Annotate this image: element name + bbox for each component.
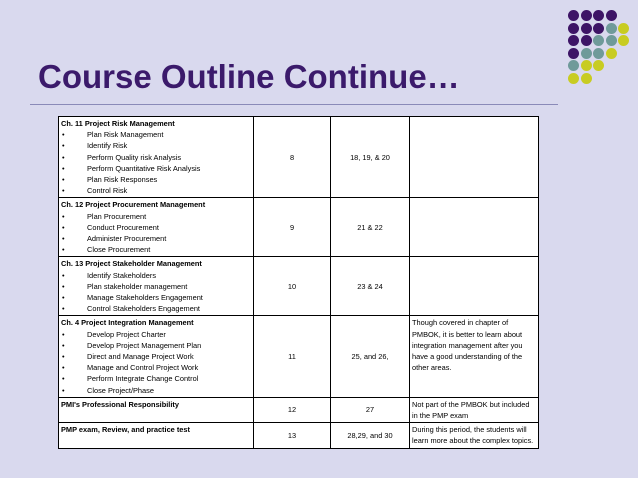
week-cell: 12: [254, 397, 331, 422]
topic-list-item: • Manage Stakeholders Engagement: [61, 292, 251, 303]
module-heading: PMI's Professional Responsibility: [61, 399, 179, 409]
table-row: [59, 257, 539, 316]
decorative-dot: [581, 10, 592, 21]
notes-cell: Though covered in chapter of PMBOK, it is better to learn about integration management after you have a good understanding of the other areas.: [410, 316, 539, 397]
topic-list-item: • Perform Integrate Change Control: [61, 373, 251, 384]
module-cell: [59, 423, 254, 448]
decorative-dot: [568, 23, 579, 34]
module-heading: PMP exam, Review, and practice test: [61, 425, 190, 435]
topic-list-item: • Develop Project Management Plan: [61, 340, 251, 351]
chapters-cell: 28,29, and 30: [331, 423, 410, 448]
decorative-dot: [593, 35, 604, 46]
topic-list-item: • Identify Stakeholders: [61, 270, 251, 281]
table-row: [59, 198, 539, 257]
decorative-dot: [606, 23, 617, 34]
chapters-cell: 25, and 26,: [331, 316, 410, 397]
topic-list-item: • Plan Risk Management: [61, 129, 251, 140]
slide-title: Course Outline Continue…: [38, 58, 460, 95]
chapters-cell: 23 & 24: [331, 257, 410, 316]
module-heading: Ch. 12 Project Procurement Management: [61, 200, 206, 210]
topic-list-item: • Control Stakeholders Engagement: [61, 303, 251, 314]
topic-list-item: • Direct and Manage Project Work: [61, 351, 251, 362]
table-row: [59, 316, 539, 397]
course-outline-table: [58, 116, 539, 449]
table-row: [59, 117, 539, 198]
decorative-dot: [568, 48, 579, 59]
decorative-dot: [593, 23, 604, 34]
topic-list-item: • Manage and Control Project Work: [61, 362, 251, 373]
week-cell: 11: [254, 316, 331, 397]
module-cell: [59, 117, 254, 198]
topic-list-item: • Plan stakeholder management: [61, 281, 251, 292]
chapters-cell: 18, 19, & 20: [331, 117, 410, 198]
decorative-dot: [593, 10, 604, 21]
module-heading: Ch. 13 Project Stakeholder Management: [61, 259, 202, 269]
topic-list-item: • Perform Quality risk Analysis: [61, 152, 251, 163]
decorative-dot: [593, 48, 604, 59]
notes-cell: During this period, the students will learn more about the complex topics.: [410, 423, 539, 448]
decorative-dot: [568, 73, 579, 84]
decorative-dot: [581, 48, 592, 59]
week-cell: 9: [254, 198, 331, 257]
decorative-dot: [568, 35, 579, 46]
topic-list-item: • Develop Project Charter: [61, 329, 251, 340]
decorative-dot: [618, 35, 629, 46]
notes-cell: Not part of the PMBOK but included in the PMP exam: [410, 397, 539, 422]
topic-list-item: • Plan Procurement: [61, 211, 251, 222]
module-cell: [59, 198, 254, 257]
module-heading: Ch. 4 Project Integration Management: [61, 318, 194, 328]
decorative-dot: [581, 60, 592, 71]
topic-list-item: • Identify Risk: [61, 140, 251, 151]
week-cell: 13: [254, 423, 331, 448]
topic-list-item: • Perform Quantitative Risk Analysis: [61, 163, 251, 174]
chapters-cell: 27: [331, 397, 410, 422]
topic-list-item: • Close Procurement: [61, 244, 251, 255]
decorative-dot: [581, 73, 592, 84]
topic-list-item: • Close Project/Phase: [61, 385, 251, 396]
week-cell: 8: [254, 117, 331, 198]
decorative-dot: [606, 10, 617, 21]
topic-list-item: • Plan Risk Responses: [61, 174, 251, 185]
chapters-cell: 21 & 22: [331, 198, 410, 257]
topic-list-item: • Control Risk: [61, 185, 251, 196]
module-cell: [59, 257, 254, 316]
decorative-dot: [606, 35, 617, 46]
decorative-dot: [568, 10, 579, 21]
decorative-dot: [593, 60, 604, 71]
decorative-dot: [581, 23, 592, 34]
topic-list-item: • Administer Procurement: [61, 233, 251, 244]
notes-cell: [410, 117, 539, 198]
table-row: [59, 423, 539, 448]
module-cell: [59, 316, 254, 397]
module-cell: [59, 397, 254, 422]
module-heading: Ch. 11 Project Risk Management: [61, 119, 175, 128]
decorative-dot: [606, 48, 617, 59]
decorative-dot: [618, 23, 629, 34]
notes-cell: [410, 198, 539, 257]
decorative-dot: [581, 35, 592, 46]
notes-cell: [410, 257, 539, 316]
week-cell: 10: [254, 257, 331, 316]
topic-list-item: • Conduct Procurement: [61, 222, 251, 233]
title-divider: [30, 104, 558, 105]
table-row: [59, 397, 539, 422]
decorative-dot: [568, 60, 579, 71]
